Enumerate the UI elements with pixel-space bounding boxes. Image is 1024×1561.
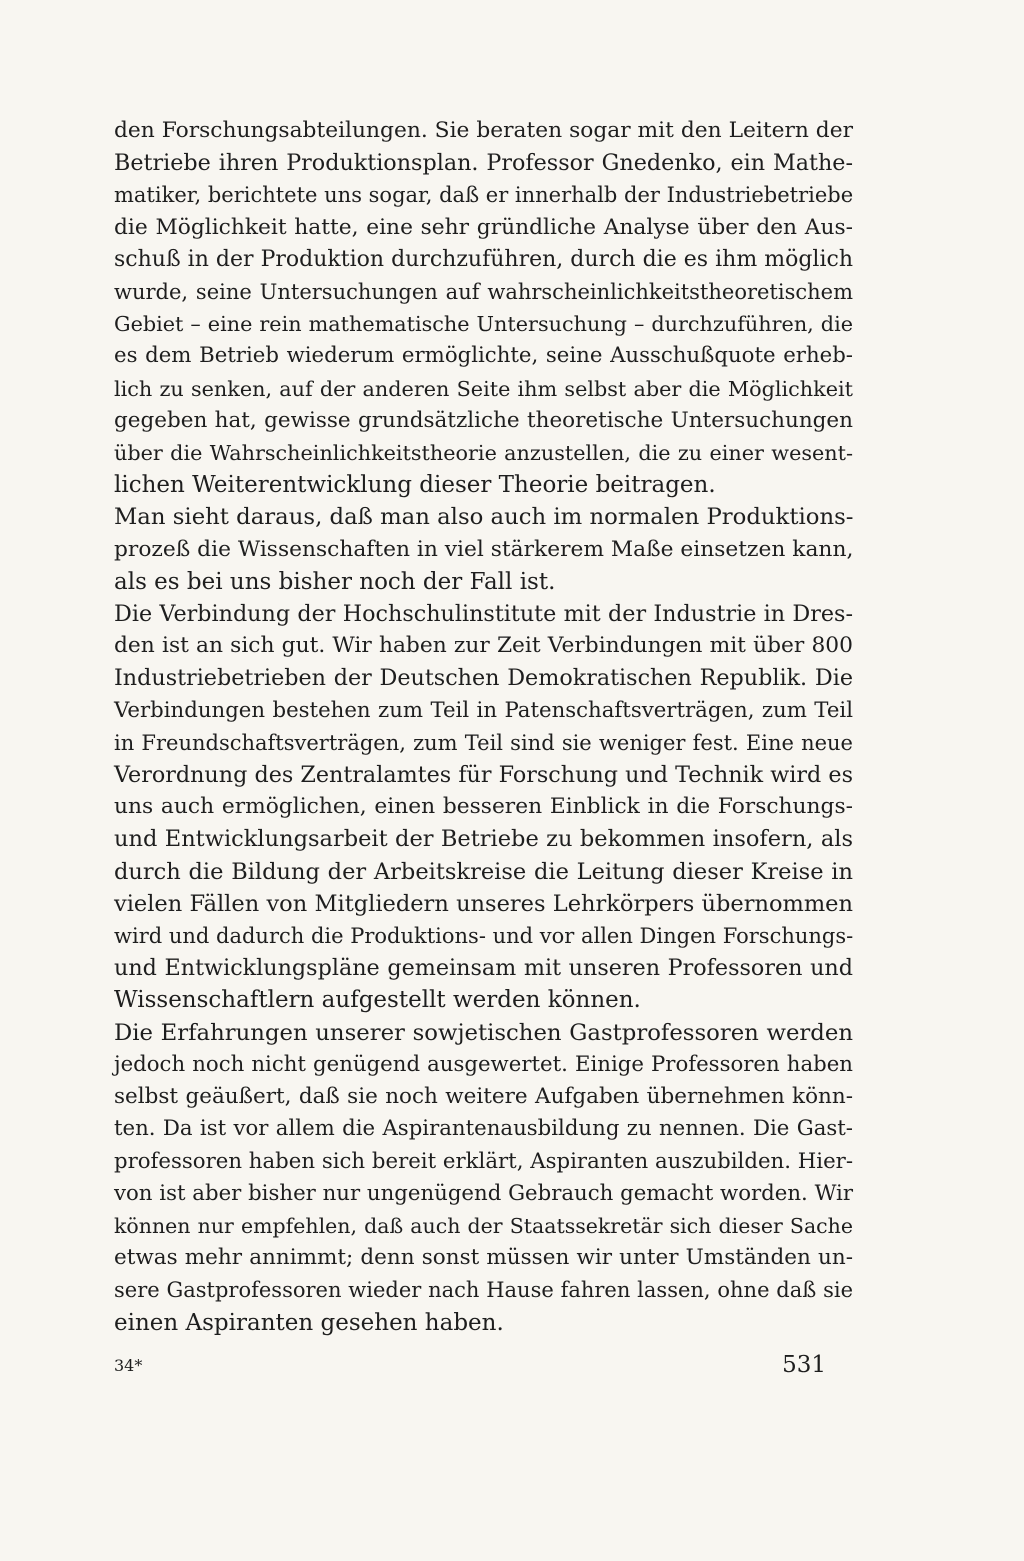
text-line: über die Wahrscheinlichkeitstheorie anzustellen, die zu einer wesent- (114, 441, 853, 466)
text-line: lich zu senken, auf der anderen Seite ihm selbst aber die Möglichkeit (114, 376, 853, 401)
text-line: durch die Bildung der Arbeitskreise die Leitung dieser Kreise in (114, 858, 853, 885)
text-line: wurde, seine Untersuchungen auf wahrscheinlichkeitstheoretischem (114, 280, 853, 305)
text-line: jedoch noch nicht genügend ausgewertet. Einige Professoren haben (114, 1051, 853, 1077)
printer-signature: 34* (114, 1356, 143, 1375)
paragraph (114, 115, 853, 501)
text-line: matiker, berichtete uns sogar, daß er innerhalb der Industriebetriebe (114, 183, 854, 208)
body-text (114, 115, 853, 1339)
text-line: die Möglichkeit hatte, eine sehr gründliche Analyse über den Aus- (114, 214, 853, 240)
text-line: von ist aber bisher nur ungenügend Gebrauch gemacht worden. Wir (114, 1180, 853, 1206)
text-line: Die Erfahrungen unserer sowjetischen Gastprofessoren werden (114, 1019, 853, 1046)
text-line: es dem Betrieb wiederum ermöglichte, seine Ausschußquote erheb- (114, 343, 853, 369)
text-line: gegeben hat, gewisse grundsätzliche theoretische Untersuchungen (114, 407, 853, 433)
text-line: und Entwicklungspläne gemeinsam mit unseren Professoren und (114, 955, 853, 982)
text-line: Man sieht daraus, daß man also auch im normalen Produktions- (114, 504, 854, 531)
text-line: lichen Weiterentwicklung dieser Theorie beitragen. (114, 472, 716, 499)
text-line: Die Verbindung der Hochschulinstitute mit der Industrie in Dres- (114, 601, 853, 628)
text-line: in Freundschaftsverträgen, zum Teil sind sie weniger fest. Eine neue (114, 730, 853, 755)
paragraph (114, 501, 853, 598)
text-line: und Entwicklungsarbeit der Betriebe zu bekommen insofern, als (114, 826, 853, 853)
text-line: ten. Da ist vor allem die Aspirantenausbildung zu nennen. Die Gast- (114, 1116, 853, 1142)
text-line: können nur empfehlen, daß auch der Staatssekretär sich dieser Sache (114, 1213, 853, 1238)
text-line: selbst geäußert, daß sie noch weitere Aufgaben übernehmen könn- (114, 1084, 853, 1110)
text-line: wird und dadurch die Produktions- und vor allen Dingen Forschungs- (114, 924, 854, 949)
page-number: 531 (782, 1352, 826, 1378)
paragraph (114, 1017, 853, 1339)
text-line: als es bei uns bisher noch der Fall ist. (114, 568, 556, 595)
text-line: vielen Fällen von Mitgliedern unseres Lehrkörpers übernommen (114, 890, 853, 917)
text-line: den ist an sich gut. Wir haben zur Zeit Verbindungen mit über 800 (114, 633, 853, 659)
text-line: Verbindungen bestehen zum Teil in Patenschaftsverträgen, zum Teil (114, 697, 853, 723)
paragraph (114, 598, 853, 1017)
text-line: professoren haben sich bereit erklärt, Aspiranten auszubilden. Hier- (114, 1148, 853, 1174)
text-line: Verordnung des Zentralamtes für Forschung und Technik wird es (114, 762, 853, 789)
text-line: Betriebe ihren Produktionsplan. Professor Gnedenko, ein Mathe- (114, 150, 853, 177)
text-line: Gebiet – eine rein mathematische Untersuchung – durchzuführen, die (114, 312, 853, 337)
text-line: prozeß die Wissenschaften in viel stärkerem Maße einsetzen kann, (114, 536, 854, 562)
text-line: Industriebetrieben der Deutschen Demokratischen Republik. Die (114, 665, 853, 692)
text-line: schuß in der Produktion durchzuführen, durch die es ihm möglich (114, 246, 853, 272)
text-line: etwas mehr annimmt; denn sonst müssen wir unter Umständen un- (114, 1245, 853, 1271)
text-line: Wissenschaftlern aufgestellt werden können. (114, 987, 641, 1014)
text-line: sere Gastprofessoren wieder nach Hause fahren lassen, ohne daß sie (114, 1278, 853, 1303)
text-line: uns auch ermöglichen, einen besseren Einblick in die Forschungs- (114, 794, 853, 820)
text-line: einen Aspiranten gesehen haben. (114, 1309, 504, 1336)
text-line: den Forschungsabteilungen. Sie beraten sogar mit den Leitern der (114, 118, 853, 143)
